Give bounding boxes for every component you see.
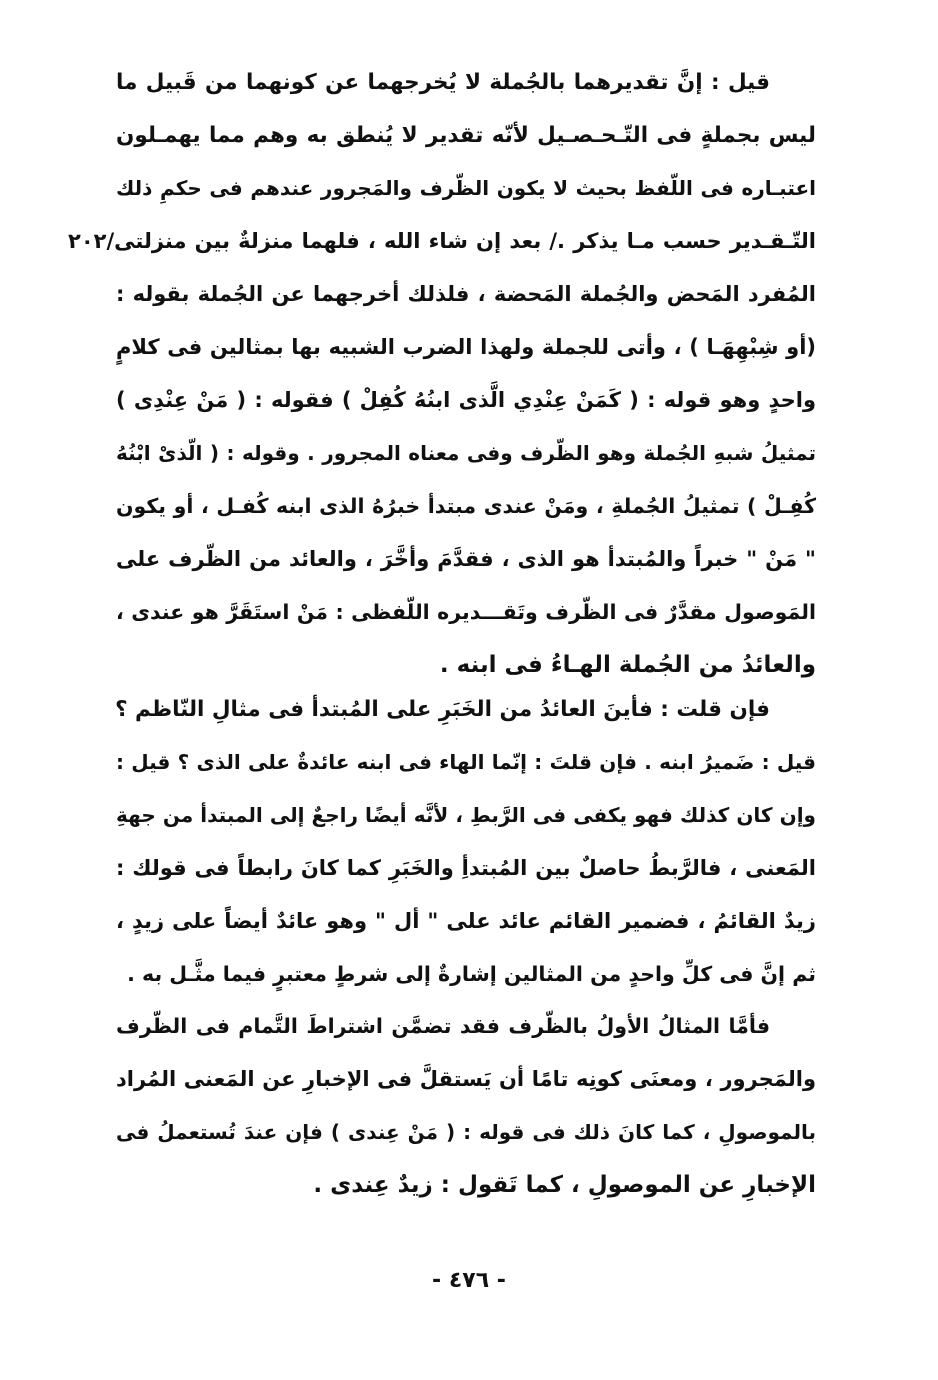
text-line: التّـقـدير حسب مـا يذكر ./ بعد إن شاء الله ، فلهما منزلةٌ بين منزلتى/٢٠٢	[68, 229, 816, 253]
text-line: المَوصول مقدَّرٌ فى الظّرف وتَقـــديره اللّفظى : مَنْ استَقَرَّ هو عندى ،	[116, 600, 816, 624]
text-line: الإخبارِ عن الموصولِ ، كما تَقول : زيدٌ عِندى .	[313, 1172, 816, 1198]
page-number: - ٤٧٦ -	[432, 1268, 506, 1293]
text-line: ليس بجملةٍ فى التّـحـصـيل لأنّه تقدير لا يُنطق به وهم مما يهمـلون	[116, 123, 816, 148]
text-line: بالموصولِ ، كما كانَ ذلك فى قوله : ( مَنْ عِندى ) فإن عندَ تُستعملُ فى	[116, 1120, 816, 1144]
text-line: فإن قلت : فأينَ العائدُ من الخَبَرِ على المُبتدأ فى مثالِ النّاظم ؟	[115, 697, 770, 722]
text-line: والعائدُ من الجُملة الهـاءُ فى ابنه .	[439, 652, 816, 678]
text-line: كُفِـلْ ) تمثيلُ الجُملةِ ، ومَنْ عندى مبتدأ خبرُهُ الذى ابنه كُفـل ، أو يكون	[116, 494, 816, 518]
text-line: فأمَّا المثالُ الأولُ بالظّرف فقد تضمَّن اشتراطَ التَّمام فى الظّرف	[116, 1014, 770, 1038]
text-line: المُفرد المَحض والجُملة المَحضة ، فلذلك أخرجهما عن الجُملة بقوله :	[116, 282, 816, 306]
text-line: والمَجرور ، ومعنَى كونِه تامًا أن يَستقلَّ فى الإخبارِ عن المَعنى المُراد	[116, 1067, 816, 1091]
text-line: " مَنْ " خبراً والمُبتدأ هو الذى ، فقدَّمَ وأخَّرَ ، والعائد من الظّرف على	[116, 547, 816, 571]
text-line: اعتبـاره فى اللّفظ بحيث لا يكون الظّرف والمَجرور عندهم فى حكمِ ذلك	[116, 176, 816, 200]
text-line: زيدٌ القائمُ ، فضمير القائم عائد على " أل " وهو عائدٌ أيضاً على زيدٍ ،	[116, 909, 816, 933]
text-line: قيل : ضَميرُ ابنه . فإن قلتَ : إنّما الهاء فى ابنه عائدةٌ على الذى ؟ قيل :	[116, 750, 816, 774]
text-line: تمثيلُ شبهِ الجُملة وهو الظّرف وفى معناه المجرور . وقوله : ( الّذىْ ابْنُهُ	[116, 441, 816, 465]
paragraph-2	[116, 683, 816, 1001]
text-line: قيل : إنَّ تقديرهما بالجُملة لا يُخرجهما عن كونهما من قَبيل ما	[116, 70, 770, 95]
text-line: المَعنى ، فالرَّبطُ حاصلٌ بين المُبتدأِ والخَبَرِ كما كانَ رابطاً فى قولك :	[116, 856, 816, 880]
text-line: (أو شِبْهِهَـا ) ، وأتى للجملة ولهذا الضرب الشبيه بها بمثالين فى كلامٍ	[116, 335, 816, 359]
text-line: وإن كان كذلك فهو يكفى فى الرَّبطِ ، لأنَّه أيضًا راجعٌ إلى المبتدأ من جهةِ	[116, 803, 816, 827]
text-line: ثم إنَّ فى كلِّ واحدٍ من المثالين إشارةٌ إلى شرطٍ معتبرٍ فيما مثَّـل به .	[127, 962, 816, 986]
paragraph-1	[68, 56, 816, 692]
text-line: واحدٍ وهو قوله : ( كَمَنْ عِنْدِي الَّذى ابنُهُ كُفِلْ ) فقوله : ( مَنْ عِنْدِى )	[116, 388, 816, 412]
paragraph-3	[116, 1000, 816, 1212]
